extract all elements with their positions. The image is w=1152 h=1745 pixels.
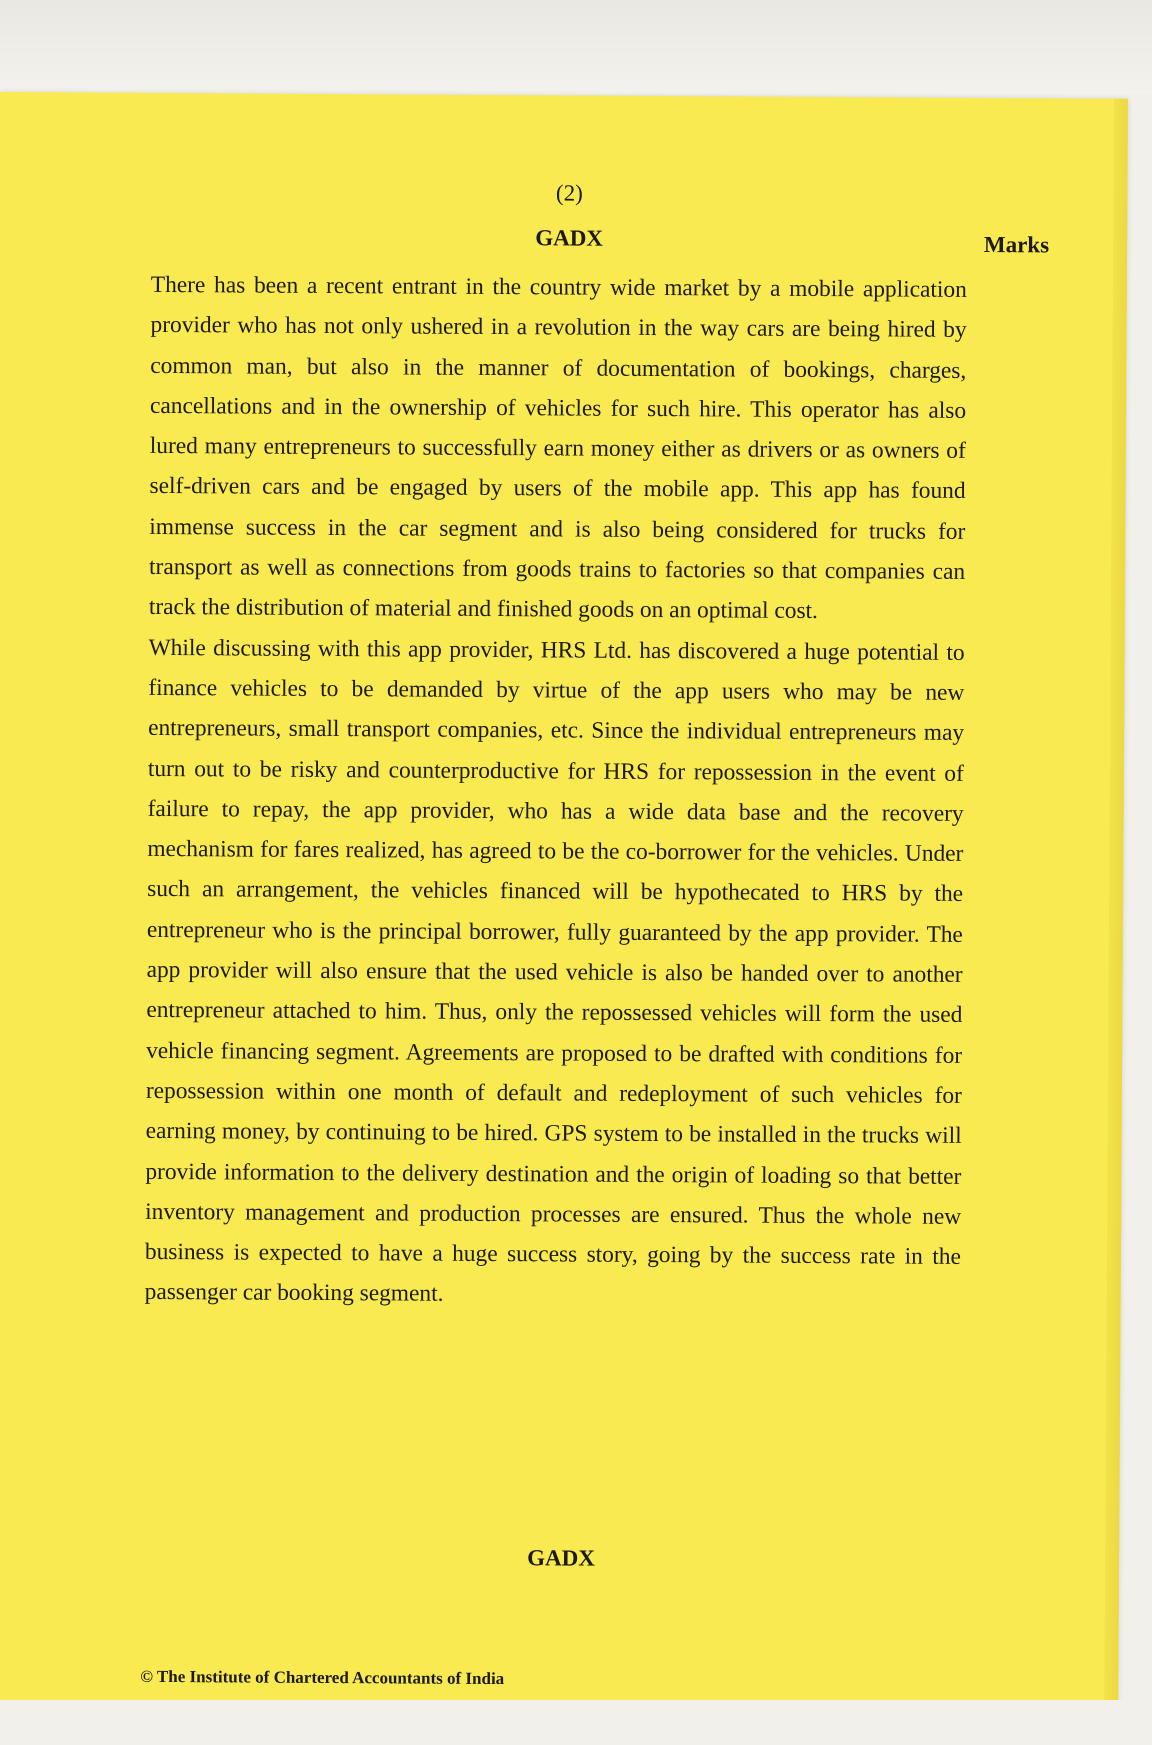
page-number: (2) <box>555 180 583 206</box>
paragraph-2: While discussing with this app provider, HRS Ltd. has discovered a huge potential to finance vehicles to be demanded by virtue of the app users who may be new entrepreneurs, small transport companies, etc. Since the individual entrepreneurs may turn out to be risky and counterproductive for HRS for repossession in the event of failure to repay, the app provider, who has a wide data base and the recovery mechanism for fares realized, has agreed to be the co-borrower for the vehicles. Under such an arrangement, the vehicles financed will be hypothecated to HRS by the entrepreneur who is the principal borrower, fully guaranteed by the app provider. The app provider will also ensure that the used vehicle is also be handed over to another entrepreneur attached to him. Thus, only the repossessed vehicles will form the used vehicle financing segment. Agreements are proposed to be drafted with conditions for repossession within one month of default and redeployment of such vehicles for earning money, by continuing to be hired. GPS system to be installed in the trucks will provide information to the delivery destination and the origin of loading so that better inventory management and production processes are ensured. Thus the whole new business is expected to have a huge success story, going by the success rate in the passenger car booking segment. <box>144 634 965 1308</box>
scan-background-top <box>0 0 1152 95</box>
paper-code-heading: GADX <box>535 225 604 251</box>
scan-background-bottom <box>0 1700 1152 1745</box>
copyright-notice: © The Institute of Chartered Accountants of India <box>140 1666 505 1689</box>
marks-column-heading: Marks <box>983 232 1050 258</box>
paper-code-footer: GADX <box>527 1545 595 1571</box>
exam-page <box>0 92 1128 1707</box>
paragraph-1: There has been a recent entrant in the country wide market by a mobile application provider who has not only ushered in a revolution in the way cars are being hired by common man, but also in the manner of documentation of bookings, charges, cancellations and in the ownership of vehicles for such hire. This operator has also lured many entrepreneurs to successfully earn money either as drivers or as owners of self-driven cars and be engaged by users of the mobile app. This app has found immense success in the car segment and is also being considered for trucks for transport as well as connections from goods trains to factories so that companies can track the distribution of material and finished goods on an optimal cost. <box>148 271 967 625</box>
page-edge-shadow <box>1104 99 1128 1707</box>
case-study-text <box>145 265 967 1318</box>
